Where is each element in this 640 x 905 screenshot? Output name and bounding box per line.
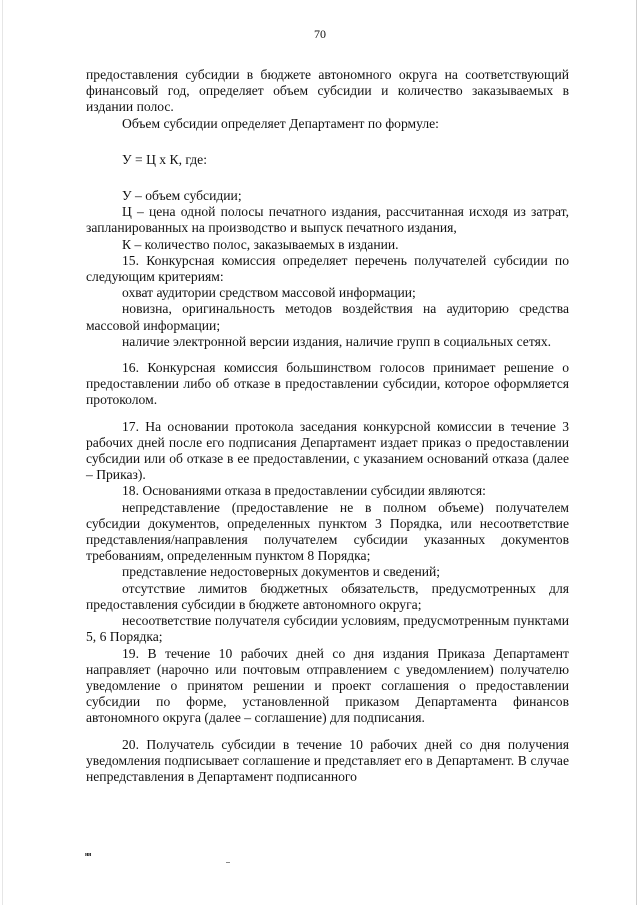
paragraph-ground-2: представление недостоверных документов и сведений;	[122, 564, 441, 580]
paragraph-definition-c: Ц – цена одной полосы печатного издания, рассчитанная исходя из затрат, запланированных на производство и выпуск печатного издания,	[86, 204, 569, 236]
paragraph-item-19: 19. В течение 10 рабочих дней со дня издания Приказа Департамент направляет (нарочно или почтовым отправлением с уведомлением) получателю уведомление о принятом решении и проект соглашения о предоставлении субсидии по форме, установленной приказом Департамента финансов автономного округа (далее – соглашение) для подписания.	[86, 645, 569, 726]
page-number: 70	[314, 27, 326, 41]
paragraph-item-15: 15. Конкурсная комиссия определяет перечень получателей субсидии по следующим критериям:	[86, 252, 569, 285]
paragraph-criterion-3: наличие электронной версии издания, наличие групп в социальных сетях.	[122, 333, 552, 349]
footer-mark: ня	[85, 852, 91, 858]
formula: У = Ц х К, где:	[122, 151, 207, 167]
paragraph-item-17: 17. На основании протокола заседания конкурсной комиссии в течение 3 рабочих дней после его подписания Департамент издает приказ о предоставлении субсидии или об отказе в ее предоставлении, с указанием оснований отказа (далее – Приказ).	[86, 418, 569, 483]
document-body	[86, 67, 569, 785]
paragraph-definition-u: У – объем субсидии;	[122, 188, 242, 204]
paragraph-ground-1: непредставление (предоставление не в полном объеме) получателем субсидии документов, определенных пунктом 3 Порядка, или несоответствие представления/направления получателем субсидии указанных документов требованиям, определенным пунктом 8 Порядка;	[86, 499, 569, 564]
scan-speck	[226, 862, 230, 863]
scan-edge-left	[2, 0, 3, 905]
paragraph-item-20: 20. Получатель субсидии в течение 10 рабочих дней со дня получения уведомления подписывает соглашение и представляет его в Департамент. В случае непредставления в Департамент подписанного	[86, 736, 569, 784]
paragraph-definition-k: К – количество полос, заказываемых в издании.	[122, 236, 399, 252]
scan-edge-right	[636, 0, 637, 905]
paragraph-item-16: 16. Конкурсная комиссия большинством голосов принимает решение о предоставлении либо об отказе в предоставлении субсидии, которое оформляется протоколом.	[86, 360, 569, 408]
paragraph-formula-intro: Объем субсидии определяет Департамент по формуле:	[122, 115, 439, 131]
paragraph-ground-3: отсутствие лимитов бюджетных обязательств, предусмотренных для предоставления субсидии в бюджете автономного округа;	[86, 580, 569, 612]
paragraph-item-18: 18. Основаниями отказа в предоставлении субсидии являются:	[122, 483, 486, 499]
paragraph-continuation: предоставления субсидии в бюджете автономного округа на соответствующий финансовый год, определяет объем субсидии и количество заказываемых в издании полос.	[86, 67, 569, 115]
paragraph-ground-4: несоответствие получателя субсидии условиям, предусмотренным пунктами 5, 6 Порядка;	[86, 613, 569, 645]
paragraph-criterion-2: новизна, оригинальность методов воздействия на аудиторию средства массовой информации;	[86, 301, 569, 333]
paragraph-criterion-1: охват аудитории средством массовой информации;	[122, 285, 416, 301]
